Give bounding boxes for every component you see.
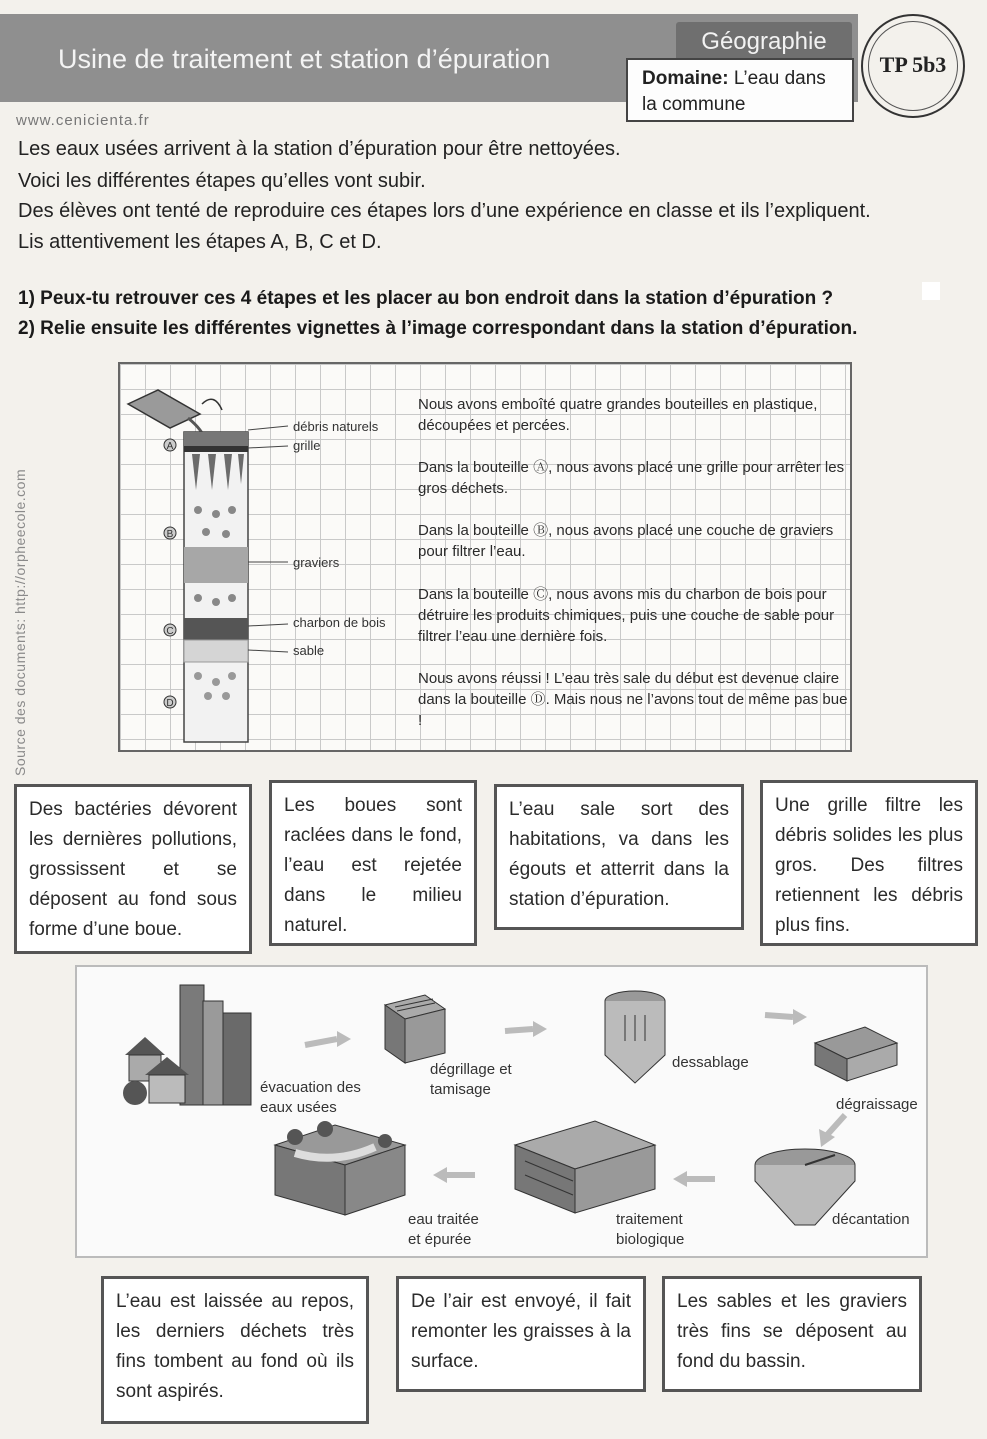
domain-value: L’eau dans la commune xyxy=(642,68,826,115)
letter-a: A xyxy=(166,441,174,452)
bio-tank-icon xyxy=(515,1121,655,1213)
label-dessablage: dessablage xyxy=(672,1054,749,1071)
debris-layer xyxy=(184,432,248,446)
sable-layer xyxy=(184,640,248,662)
charbon-layer xyxy=(184,618,248,640)
experiment-paragraph: Nous avons réussi ! L’eau très sale du début est devenue claire dans la bouteille Ⓓ. Mais nous ne l’avons tout de même pas bue ! xyxy=(418,670,848,729)
degraissage-tank-icon xyxy=(815,1027,897,1081)
card-grille: Une grille filtre les débris solides les plus gros. Des filtres retiennent les débris plus fins. xyxy=(760,780,978,946)
experiment-paragraph: Nous avons emboîté quatre grandes bouteilles en plastique, découpées et percées. xyxy=(418,396,818,434)
site-url: www.cenicienta.fr xyxy=(16,112,150,129)
label-evacuation: évacuation des eaux usées xyxy=(260,1079,361,1116)
intro-line: Lis attentivement les étapes A, B, C et D. xyxy=(18,231,382,253)
card-boues: Les boues sont raclées dans le fond, l’eau est rejetée dans le milieu naturel. xyxy=(269,780,477,946)
card-air: De l’air est envoyé, il fait remonter les graisses à la surface. xyxy=(396,1276,646,1392)
arrow-icon xyxy=(202,399,222,410)
label-degraissage: dégraissage xyxy=(836,1096,918,1113)
question-1: 1) Peux-tu retrouver ces 4 étapes et les placer au bon endroit dans la station d’épuration ? xyxy=(18,288,834,309)
source-note: Source des documents: http://orpheecole.com xyxy=(12,468,28,776)
station-illustration xyxy=(75,965,928,1258)
card-bacteries: Des bactéries dévorent les dernières pollutions, grossissent et se déposent au fond sous forme d’une boue. xyxy=(14,784,252,954)
subject-tag: Géographie xyxy=(676,22,852,62)
label-grille: grille xyxy=(293,438,321,453)
label-biologique: traitement biologique xyxy=(616,1211,685,1248)
intro-line: Voici les différentes étapes qu’elles vont subir. xyxy=(18,170,426,192)
grille-layer xyxy=(184,446,248,452)
blank-square xyxy=(922,282,940,300)
label-graviers: graviers xyxy=(293,555,340,570)
card-sables: Les sables et les graviers très fins se déposent au fond du bassin. xyxy=(662,1276,922,1392)
card-repos: L’eau est laissée au repos, les derniers déchets très fins tombent au fond où ils sont aspirés. xyxy=(101,1276,369,1424)
graviers-layer xyxy=(184,547,248,583)
label-charbon: charbon de bois xyxy=(293,615,386,630)
label-sable: sable xyxy=(293,643,325,658)
question-2: 2) Relie ensuite les différentes vignettes à l’image correspondant dans la station d’épuration. xyxy=(18,318,858,339)
domain-label: Domaine: xyxy=(642,68,729,89)
pouring-jug xyxy=(128,390,200,428)
label-eau-traitee: eau traitée et épurée xyxy=(408,1211,479,1248)
experiment-paragraph: Dans la bouteille Ⓑ, nous avons placé une couche de graviers pour filtrer l’eau. xyxy=(418,522,834,560)
experiment-paragraph: Dans la bouteille Ⓒ, nous avons mis du charbon de bois pour détruire les produits chimiques, puis une couche de sable pour filtrer l’eau une dernière fois. xyxy=(418,586,835,645)
tp-code: TP 5b3 xyxy=(879,52,947,77)
card-eau-sale: L’eau sale sort des habitations, va dans les égouts et atterrit dans la station d’épuration. xyxy=(494,784,744,930)
experiment-paragraph: Dans la bouteille Ⓐ, nous avons placé une grille pour arrêter les gros déchets. xyxy=(418,459,845,497)
degrillage-tank-icon xyxy=(385,995,445,1063)
letter-c: C xyxy=(166,626,174,637)
intro-line: Des élèves ont tenté de reproduire ces étapes lors d’une expérience en classe et ils l’expliquent. xyxy=(18,200,871,222)
label-decantation: décantation xyxy=(832,1211,910,1228)
domain-box xyxy=(626,58,854,122)
bottle-column xyxy=(184,432,248,742)
label-debris: débris naturels xyxy=(293,419,379,434)
page-title: Usine de traitement et station d’épuration xyxy=(58,44,551,74)
letter-d: D xyxy=(166,698,174,709)
label-degrillage: dégrillage et tamisage xyxy=(430,1061,512,1098)
river-landscape-icon xyxy=(275,1121,405,1215)
letter-b: B xyxy=(166,529,174,540)
buildings-icon xyxy=(123,985,251,1105)
dessablage-tank-icon xyxy=(605,991,665,1083)
intro-line: Les eaux usées arrivent à la station d’épuration pour être nettoyées. xyxy=(18,138,621,160)
